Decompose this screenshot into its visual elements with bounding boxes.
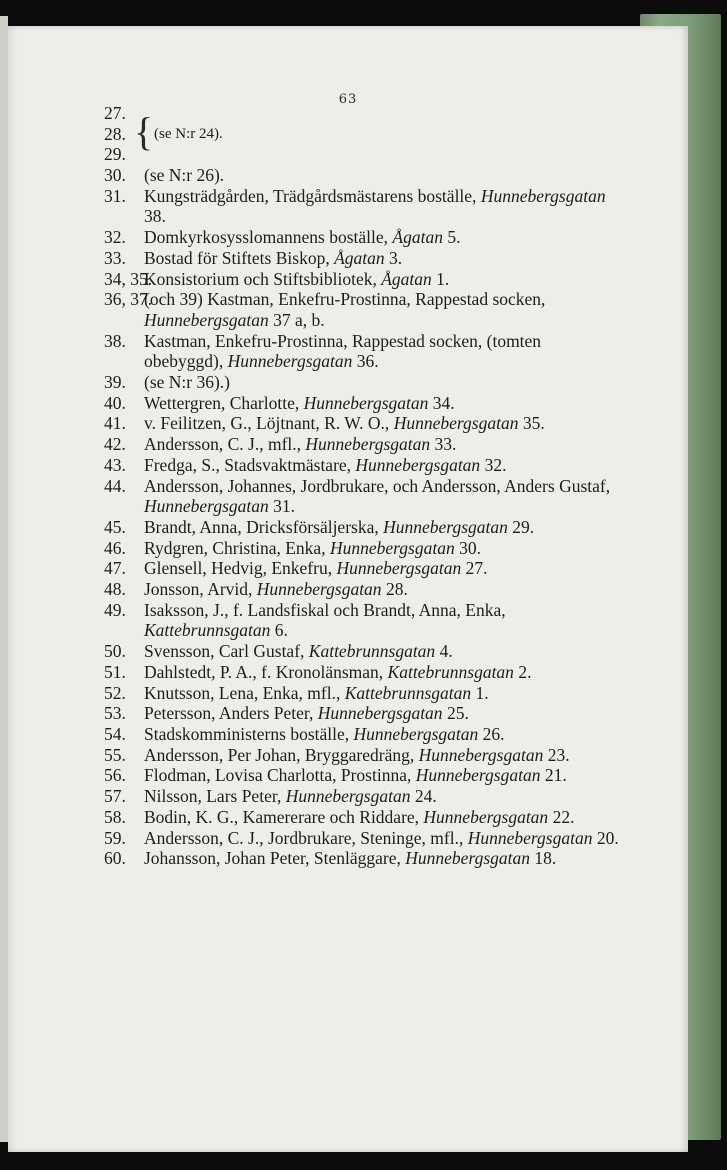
- entry-text-part: Bostad för Stiftets Biskop,: [144, 247, 335, 268]
- entry: [104, 703, 624, 724]
- entry: [104, 786, 624, 807]
- entry: [104, 165, 624, 186]
- entry-number: 31.: [104, 185, 126, 206]
- entry-number: 43.: [104, 454, 126, 475]
- entry: [104, 331, 624, 372]
- brace-num: 28.: [104, 123, 126, 144]
- entry-text: [144, 289, 545, 330]
- street-name: Hunnebergsgatan: [393, 413, 519, 434]
- entry-number: 46.: [104, 537, 126, 558]
- street-name: Hunnebergsgatan: [355, 454, 481, 475]
- entry-text-part: 24.: [410, 786, 437, 807]
- entry-text-part: Konsistorium och Stiftsbibliotek,: [144, 268, 382, 289]
- entry-number: 49.: [104, 599, 126, 620]
- entry-text-part: Kastman, Enkefru-Prostinna, Rappestad socken, (tomten obebyggd),: [144, 330, 542, 372]
- page-number: 63: [338, 92, 358, 107]
- entry-text-part: Svensson, Carl Gustaf,: [144, 641, 309, 662]
- entry-text-part: (se N:r 26).: [144, 165, 225, 185]
- entry-text: [144, 248, 402, 268]
- entry-text-part: Dahlstedt, P. A., f. Kronolänsman,: [144, 661, 388, 682]
- entry-text-part: 23.: [543, 744, 570, 765]
- street-name: Hunnebergsgatan: [227, 351, 353, 372]
- entry-number: 36, 37.: [104, 289, 153, 310]
- street-name: Hunnebergsgatan: [303, 392, 429, 413]
- entry-text: [144, 186, 606, 227]
- entry: [104, 765, 624, 786]
- entry-text-part: Isaksson, J., f. Landsfiskal och Brandt, Anna, Enka,: [144, 599, 506, 620]
- entry-text: [144, 662, 531, 682]
- entry-number: 38.: [104, 330, 126, 351]
- entry-text: [144, 538, 481, 558]
- entry-text-part: 34.: [428, 392, 455, 413]
- entry-text-part: 25.: [442, 703, 469, 724]
- entry-number: 58.: [104, 806, 126, 827]
- entry-text: [144, 269, 449, 289]
- entry: [104, 186, 624, 227]
- entry-text-part: Nilsson, Lars Peter,: [144, 786, 286, 807]
- entry-text-part: Rydgren, Christina, Enka,: [144, 537, 330, 558]
- entry-text: [144, 683, 489, 703]
- entry-list: [104, 165, 624, 869]
- street-name: Hunnebergsgatan: [467, 827, 593, 848]
- entry-number: 42.: [104, 434, 126, 455]
- entry-text: [144, 165, 224, 185]
- entry: [104, 641, 624, 662]
- entry: [104, 413, 624, 434]
- street-name: Hunnebergsgatan: [256, 579, 382, 600]
- entry: [104, 828, 624, 849]
- entry-text-part: 33.: [430, 434, 457, 455]
- entry-text-part: Flodman, Lovisa Charlotta, Prostinna,: [144, 765, 416, 786]
- entry-text-part: v. Feilitzen, G., Löjtnant, R. W. O.,: [144, 413, 394, 434]
- entry-text: [144, 476, 610, 517]
- entry-text-part: Andersson, C. J., mfl.,: [144, 434, 306, 455]
- entry-text: [144, 227, 460, 247]
- entry-text-part: 27.: [461, 558, 488, 579]
- entry-text-part: 5.: [442, 227, 461, 248]
- entry-text-part: 31.: [268, 496, 296, 517]
- entry-text: [144, 703, 469, 723]
- street-name: Hunnebergsgatan: [144, 309, 269, 330]
- entry-text: [144, 745, 570, 765]
- entry-text-part: (se N:r 36).): [144, 372, 231, 393]
- street-name: Hunnebergsgatan: [480, 185, 606, 206]
- entry-text-part: 38.: [144, 206, 166, 227]
- page-edge: [0, 16, 8, 1142]
- entry: [104, 558, 624, 579]
- entry-number: 48.: [104, 579, 126, 600]
- entry-text: [144, 413, 545, 433]
- entry-number: 54.: [104, 723, 126, 744]
- entry-text-part: 21.: [540, 765, 567, 786]
- entry-text-part: Kungsträdgården, Trädgårdsmästarens boställe,: [144, 185, 481, 206]
- entry-text: [144, 786, 437, 806]
- entry-text-part: 36.: [352, 351, 379, 372]
- entry-text-part: Bodin, K. G., Kamererare och Riddare,: [144, 806, 424, 827]
- entry-number: 44.: [104, 475, 126, 496]
- entry-number: 30.: [104, 165, 126, 185]
- street-name: Kattebrunnsgatan: [387, 661, 514, 682]
- street-name: Hunnebergsgatan: [317, 703, 443, 724]
- entry: [104, 434, 624, 455]
- entry-text: [144, 828, 619, 848]
- street-name: Kattebrunnsgatan: [344, 682, 472, 703]
- street-name: Ågatan: [381, 268, 432, 289]
- entry-text-part: Johansson, Johan Peter, Stenläggare,: [144, 848, 406, 869]
- entry-text-part: 6.: [270, 620, 288, 641]
- brace-text: (se N:r 24).: [154, 126, 223, 142]
- entry-text: [144, 558, 487, 578]
- brace-num: 29.: [104, 144, 126, 165]
- brace-symbol: {: [134, 109, 154, 154]
- entry-text: [144, 724, 505, 744]
- entry-text: [144, 579, 408, 599]
- street-name: Ågatan: [334, 247, 385, 268]
- street-name: Hunnebergsgatan: [329, 537, 455, 558]
- entry-number: 53.: [104, 703, 126, 724]
- entry-text-part: Fredga, S., Stadsvaktmästare,: [144, 454, 356, 475]
- entry-number: 59.: [104, 827, 126, 848]
- entry: [104, 745, 624, 766]
- entry-number: 60.: [104, 848, 126, 869]
- street-name: Kattebrunnsgatan: [308, 641, 436, 662]
- entry-number: 33.: [104, 247, 126, 268]
- street-name: Hunnebergsgatan: [415, 765, 541, 786]
- entry-text: [144, 455, 506, 475]
- street-name: Hunnebergsgatan: [405, 848, 531, 869]
- entry-text-part: Stadskomministerns boställe,: [144, 723, 354, 744]
- entry-text-part: Domkyrkosysslomannens boställe,: [144, 227, 393, 248]
- entry: [104, 579, 624, 600]
- street-name: Hunnebergsgatan: [144, 496, 269, 517]
- entry: [104, 807, 624, 828]
- entry-text-part: 18.: [530, 848, 557, 869]
- entry-text-part: 29.: [507, 516, 535, 537]
- entry: [104, 455, 624, 476]
- entry-number: 34, 35.: [104, 268, 153, 289]
- entry-number: 56.: [104, 765, 126, 786]
- entry-text-part: 4.: [435, 641, 453, 662]
- street-name: Ågatan: [392, 227, 443, 248]
- street-name: Kattebrunnsgatan: [144, 620, 271, 641]
- entry-text-part: 1.: [471, 682, 489, 703]
- entry-text-part: Glensell, Hedvig, Enkefru,: [144, 558, 337, 579]
- entry-text: [144, 517, 534, 537]
- entry: [104, 517, 624, 538]
- entry-text-part: 26.: [478, 723, 505, 744]
- entry-text: [144, 641, 453, 661]
- entry-text: [144, 331, 541, 372]
- entry-text: [144, 848, 556, 868]
- entry: [104, 848, 624, 869]
- entry-text-part: Andersson, C. J., Jordbrukare, Steninge, mfl.,: [144, 827, 468, 848]
- entry-text-part: Andersson, Per Johan, Bryggaredräng,: [144, 744, 419, 765]
- entry-text-part: 30.: [454, 537, 481, 558]
- entry-text: [144, 434, 456, 454]
- entry-number: 47.: [104, 558, 126, 579]
- entry: [104, 227, 624, 248]
- entry-text-part: 32.: [480, 454, 507, 475]
- street-name: Hunnebergsgatan: [305, 434, 431, 455]
- entry-number: 52.: [104, 682, 126, 703]
- brace-num: 27.: [104, 103, 126, 123]
- entry: [104, 393, 624, 414]
- entry-text-part: 37 a, b.: [268, 309, 325, 330]
- entry-number: 50.: [104, 641, 126, 662]
- entry-number: 51.: [104, 661, 126, 682]
- entry: [104, 269, 624, 290]
- entry: [104, 248, 624, 269]
- entry-text-part: Knutsson, Lena, Enka, mfl.,: [144, 682, 345, 703]
- entry-number: 39.: [104, 372, 126, 393]
- entry-text-part: 22.: [548, 806, 575, 827]
- entry: [104, 289, 624, 330]
- street-name: Hunnebergsgatan: [383, 516, 508, 537]
- entry-text: [144, 600, 506, 641]
- brace-group: [104, 103, 404, 165]
- entry-text-part: 3.: [384, 247, 403, 268]
- entry-number: 40.: [104, 392, 126, 413]
- entry-text-part: Jonsson, Arvid,: [144, 579, 257, 600]
- entry-number: 55.: [104, 744, 126, 765]
- entry-text: [144, 393, 455, 413]
- entry: [104, 683, 624, 704]
- street-name: Hunnebergsgatan: [418, 744, 544, 765]
- entry-number: 57.: [104, 786, 126, 807]
- entry-text: [144, 807, 574, 827]
- entry-number: 45.: [104, 516, 126, 537]
- entry-number: 32.: [104, 227, 126, 248]
- entry-text-part: Petersson, Anders Peter,: [144, 703, 318, 724]
- entry-text-part: (och 39) Kastman, Enkefru-Prostinna, Rappestad socken,: [144, 289, 546, 310]
- entry-text-part: 35.: [518, 413, 545, 434]
- entry-text: [144, 765, 567, 785]
- street-name: Hunnebergsgatan: [336, 558, 462, 579]
- street-name: Hunnebergsgatan: [353, 723, 479, 744]
- entry: [104, 662, 624, 683]
- entry: [104, 372, 624, 393]
- entry-text-part: 1.: [431, 268, 450, 289]
- entry: [104, 538, 624, 559]
- entry-text-part: Andersson, Johannes, Jordbrukare, och Andersson, Anders Gustaf,: [144, 475, 611, 496]
- entry-text-part: 20.: [592, 827, 619, 848]
- street-name: Hunnebergsgatan: [423, 806, 549, 827]
- entry-number: 41.: [104, 413, 126, 434]
- entry-text-part: 28.: [381, 579, 408, 600]
- entry-text: [144, 372, 230, 392]
- street-name: Hunnebergsgatan: [285, 786, 411, 807]
- entry: [104, 600, 624, 641]
- entry-text-part: Wettergren, Charlotte,: [144, 392, 304, 413]
- entry-text-part: Brandt, Anna, Dricksförsäljerska,: [144, 516, 384, 537]
- entry: [104, 724, 624, 745]
- entry-text-part: 2.: [513, 661, 532, 682]
- entry: [104, 476, 624, 517]
